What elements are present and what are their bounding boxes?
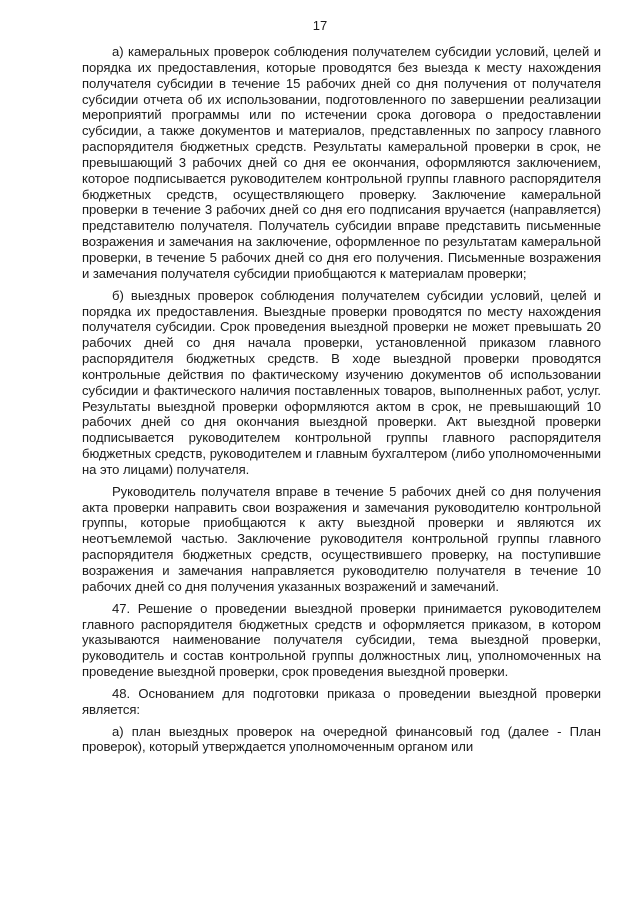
- paragraph-vyezdnye-proverki: б) выездных проверок соблюдения получателем субсидии условий, целей и порядка их предоставления. Выездные проверки проводятся по месту нахождения получателя субсидии. Срок проведения выездной проверки не может превышать 20 рабочих дней со дня начала проверки, установленной приказом главного распорядителя бюджетных средств. В ходе выездной проверки проводятся контрольные действия по фактическому изучению документов об использовании субсидии и фактического наличия поставленных товаров, выполненных работ, услуг. Результаты выездной проверки оформляются актом в срок, не превышающий 10 рабочих дней со дня окончания выездной проверки. Акт выездной проверки подписывается руководителем контрольной группы главного распорядителя бюджетных средств, руководителем и главным бухгалтером (либо уполномоченными на это лицами) получателя.: [82, 287, 601, 477]
- paragraph-plan-proverok: а) план выездных проверок на очередной финансовый год (далее - План проверок), который утверждается уполномоченным органом или: [82, 723, 601, 755]
- page-number: 17: [312, 18, 328, 33]
- paragraph-vozrazheniya-rukovoditelya: Руководитель получателя вправе в течение 5 рабочих дней со дня получения акта проверки направить свои возражения и замечания руководителю контрольной группы, которые приобщаются к акту выездной проверки и являются их неотъемлемой частью. Заключение руководителя контрольной группы главного распорядителя бюджетных средств, осуществившего проверку, на поступившие возражения и замечания направляется руководителю получателя в течение 10 рабочих дней со дня получения указанных возражений и замечаний.: [82, 483, 601, 594]
- paragraph-item-48: 48. Основанием для подготовки приказа о проведении выездной проверки является:: [82, 685, 601, 717]
- paragraph-item-47: 47. Решение о проведении выездной проверки принимается руководителем главного распорядителя бюджетных средств и оформляется приказом, в котором указываются наименование получателя субсидии, тема выездной проверки, руководитель и состав контрольной группы должностных лиц, уполномоченных на проведение выездной проверки, срок проведения выездной проверки.: [82, 600, 601, 680]
- document-body: [82, 44, 601, 761]
- paragraph-kameralnye-proverki: а) камеральных проверок соблюдения получателем субсидии условий, целей и порядка их предоставления, которые проводятся без выезда к месту нахождения получателя субсидии в течение 15 рабочих дней со дня получения от получателя субсидии отчета об их использовании, подготовленного по завершении реализации мероприятий программы или по истечении срока договора о предоставлении субсидии, а также документов и материалов, представленных по запросу главного распорядителя бюджетных средств. Результаты камеральной проверки в срок, не превышающий 3 рабочих дней со дня ее окончания, оформляются заключением, которое подписывается руководителем контрольной группы главного распорядителя бюджетных средств, осуществляющего проверку. Заключение камеральной проверки в течение 3 рабочих дней со дня его подписания вручается (направляется) представителю получателя. Получатель субсидии вправе представить письменные возражения и замечания на заключение, оформленное по результатам камеральной проверки, в течение 5 рабочих дней со дня его получения. Письменные возражения и замечания получателя субсидии приобщаются к материалам проверки;: [82, 44, 601, 281]
